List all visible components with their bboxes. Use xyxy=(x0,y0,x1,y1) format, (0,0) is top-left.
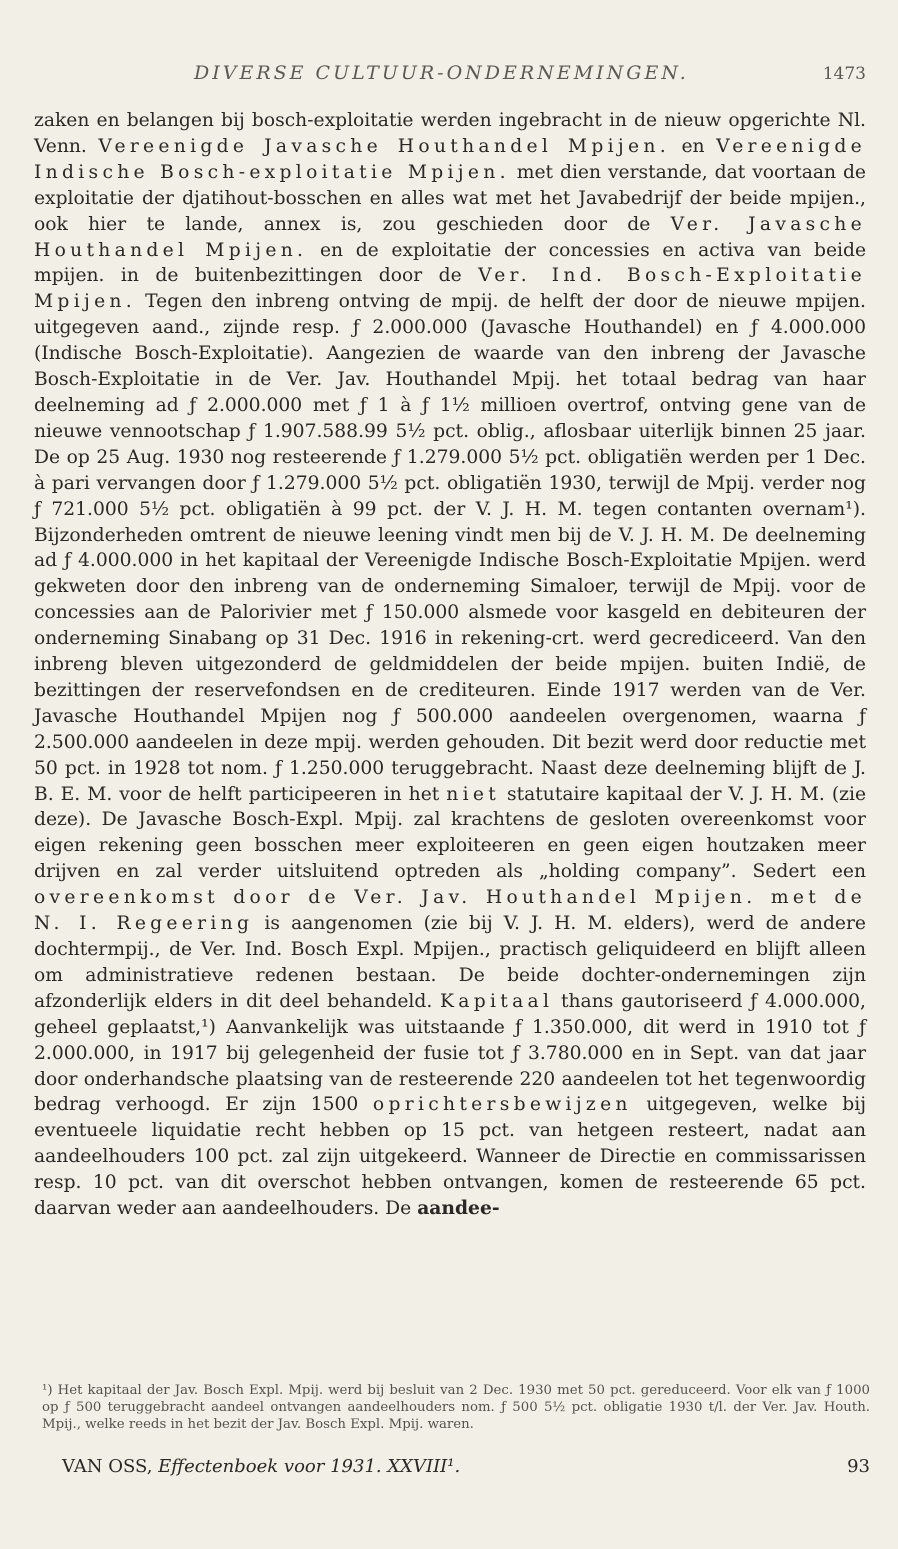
text-run: en xyxy=(681,135,705,157)
text-run: zaken en belangen bij bosch-exploitatie werden ingebracht in de nieuw opgerichte Nl. Venn. xyxy=(34,110,866,157)
text-run: is aangenomen (zie bij V. J. H. M. elders), werd de andere dochtermpij., de Ver. Ind. Bosch Expl. Mpijen., practisch geliquideerd en blijft alleen om administratieve redenen bestaan. De beide dochter-ondernemingen zijn afzonderlijk elders in dit deel behandeld. xyxy=(34,913,866,1012)
section-heading-capital: Kapitaal xyxy=(440,990,554,1012)
text-run: statutaire kapitaal der V. J. H. M. (zie deze). De Javasche Bosch-Expl. Mpij. zal krachtens de gesloten overeenkomst voor eigen rekening geen bosschen meer exploiteeren en geen eigen houtzaken meer drijven en zal verder uitsluitend optreden als „holding company”. Sedert een xyxy=(34,783,866,883)
text-run: uitgegeven, welke bij eventueele liquidatie recht hebben op 15 pct. van hetgeen resteert, nadat aan aandeelhouders 100 pct. zal zijn uitgekeerd. Wanneer de Directie en commissarissen resp. 10 pct. van dit overschot hebben ontvangen, komen de resteerende 65 pct. daarvan weder aan aandeelhouders. De xyxy=(34,1094,866,1220)
paragraph xyxy=(34,108,866,1222)
company-name-spaced: Vereenigde Indische Bosch-exploitatie Mpijen. xyxy=(34,135,866,183)
bold-heading-fragment: aandee- xyxy=(417,1197,500,1220)
body-text xyxy=(34,108,866,1222)
book-title: Effectenboek voor 1931. XXVIII¹. xyxy=(158,1456,461,1477)
page-footer xyxy=(62,1456,870,1477)
text-run: thans gautoriseerd ƒ 4.000.000, geheel geplaatst,¹) Aanvankelijk was uitstaande ƒ 1.350.000, dit werd in 1910 tot ƒ 2.000.000, in 1917 bij gelegenheid der fusie tot ƒ 3.780.000 en in Sept. van dat jaar door onderhandsche plaatsing van de resteerende 220 aandeelen tot het tegenwoordig bedrag verhoogd. Er zijn 1500 xyxy=(34,990,866,1116)
emphasis-spaced: oprichtersbewijzen xyxy=(372,1094,632,1116)
footnote: ¹) Het kapitaal der Jav. Bosch Expl. Mpij. werd bij besluit van 2 Dec. 1930 met 50 pct. gereduceerd. Voor elk van ƒ 1000 op ƒ 500 teruggebracht aandeel ontvangen aandeelhouders nom. ƒ 500 5½ pct. obligatie 1930 t/l. der Ver. Jav. Houth. Mpij., welke reeds in het bezit der Jav. Bosch Expl. Mpij. waren. xyxy=(42,1383,870,1432)
footer-page-number: 93 xyxy=(847,1456,870,1477)
running-title: DIVERSE CULTUUR-ONDERNEMINGEN. xyxy=(194,62,689,84)
text-run: Tegen den inbreng ontving de mpij. de helft der door de nieuwe mpijen. uitgegeven aand., zijnde resp. ƒ 2.000.000 (Javasche Houthandel) en ƒ 4.000.000 (Indische Bosch-Exploitatie). Aangezien de waarde van den inbreng der Javasche Bosch-Exploitatie in de Ver. Jav. Houthandel Mpij. het totaal bedrag van haar deelneming ad ƒ 2.000.000 met ƒ 1 à ƒ 1½ millioen overtrof, ontving gene van de nieuwe vennootschap ƒ 1.907.588.99 5½ pct. oblig., aflosbaar uiterlijk binnen 25 jaar. De op 25 Aug. 1930 nog resteerende ƒ 1.279.000 5½ pct. obligatiën werden per 1 Dec. à pari vervangen door ƒ 1.279.000 5½ pct. obligatiën 1930, terwijl de Mpij. verder nog ƒ 721.000 5½ pct. obligatiën à 99 pct. der V. J. H. M. tegen contanten overnam¹). Bijzonderheden omtrent de nieuwe leening vindt men bij de V. J. H. M. De deelneming ad ƒ 4.000.000 in het kapitaal der Vereenigde Indische Bosch-Exploitatie Mpijen. werd gekweten door den inbreng van de onderneming Simaloer, terwijl de Mpij. voor de concessies aan de Palorivier met ƒ 150.000 alsmede voor kasgeld en debiteuren der onderneming Sinabang op 31 Dec. 1916 in rekening-crt. werd gecrediceerd. Van den inbreng bleven uitgezonderd de geldmiddelen der beide mpijen. buiten Indië, de bezittingen der reservefondsen en de crediteuren. Einde 1917 werden van de Ver. Javasche Houthandel Mpijen nog ƒ 500.000 aandeelen overgenomen, waarna ƒ 2.500.000 aandeelen in deze mpij. werden gehouden. Dit bezit werd door reductie met 50 pct. in 1928 tot nom. ƒ 1.250.000 teruggebracht. Naast deze deelneming blijft de J. B. E. M. voor de helft participeeren in het xyxy=(34,291,866,805)
footnotes xyxy=(42,1383,870,1433)
text-run: met dien verstande, dat voortaan de exploitatie der djatihout-bosschen en alles wat met het Javabedrijf der beide mpijen., ook hier te lande, annex is, zou geschieden door de xyxy=(34,161,866,235)
emphasis-spaced: niet xyxy=(446,783,501,805)
publisher-name: VAN OSS, xyxy=(62,1456,153,1477)
text-run: en de exploitatie der concessies en activa van beide mpijen. in de buitenbezittingen door de xyxy=(34,239,867,287)
page-header xyxy=(194,62,866,96)
company-name-spaced: Ver. Javasche Houthandel Mpijen. xyxy=(34,213,866,261)
page-number: 1473 xyxy=(822,64,866,84)
company-name-spaced: Ver. Ind. Bosch-Exploitatie Mpijen. xyxy=(34,265,866,313)
footer-citation xyxy=(62,1456,460,1477)
emphasis-spaced: overeenkomst door de Ver. Jav. Houthandel Mpijen. met de N. I. Regeering xyxy=(34,887,866,935)
company-name-spaced: Vereenigde Javasche Houthandel Mpijen. xyxy=(98,135,670,157)
